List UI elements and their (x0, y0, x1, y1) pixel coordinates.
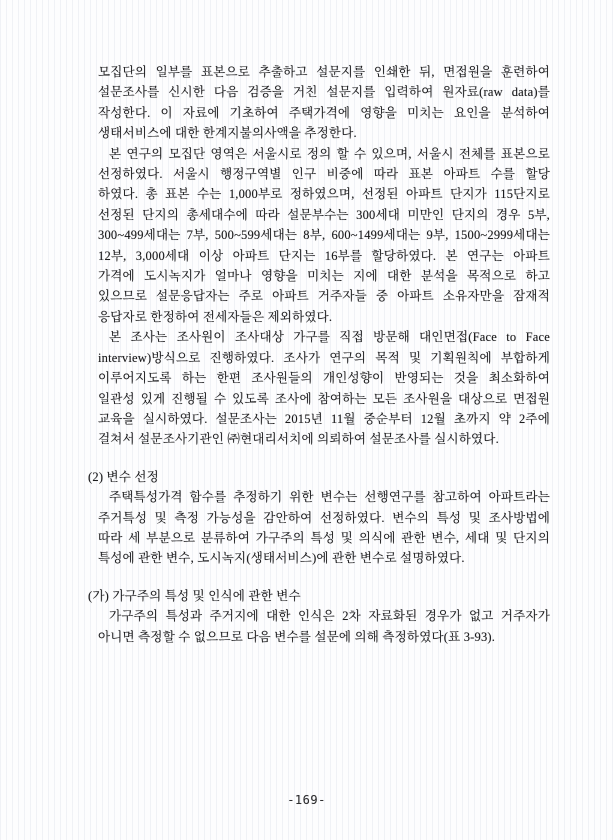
text-line: 아니면 측정할 수 없으므로 다음 변수를 설문에 의해 측정하였다(표 3-93). (98, 629, 496, 644)
paragraph (88, 144, 550, 328)
paragraph (88, 327, 550, 449)
text-line: 걸쳐서 설문조사기관인 ㈜현대리서치에 의뢰하여 설문조사를 실시하였다. (98, 432, 499, 447)
text-line: 응답자로 한정하여 전세자들은 제외하였다. (98, 309, 333, 324)
text-line: 가격에 도시녹지가 얼마나 영향을 미치는 지에 대한 분석을 목적으로 하고 (98, 269, 550, 284)
text-line: 선정하였다. 서울시 행정구역별 인구 비중에 따라 표본 아파트 수를 할당 (98, 167, 550, 182)
text-line: 생태서비스에 대한 한계지불의사액을 추정한다. (98, 126, 357, 141)
page-number: -169- (287, 793, 326, 807)
paragraph (88, 487, 550, 569)
text-line: 가구주의 특성과 주거지에 대한 인식은 2차 자료화된 경우가 없고 거주자가 (109, 609, 550, 624)
text-line: 선정된 단지의 총세대수에 따라 설문부수는 300세대 미만인 단지의 경우 5부, (98, 207, 550, 222)
text-line: interview)방식으로 진행하였다. 조사가 연구의 목적 및 기획원칙에 부합하게 (98, 350, 550, 365)
text-line: 이루어지도록 하는 한편 조사원들의 개인성향이 반영되는 것을 최소화하여 (98, 371, 550, 386)
text-line: 300~499세대는 7부, 500~599세대는 8부, 600~1499세대는 9부, 1500~2999세대는 (98, 228, 550, 243)
section-heading: (2) 변수 선정 (88, 469, 159, 484)
text-line: 작성한다. 이 자료에 기초하여 주택가격에 영향을 미치는 요인을 분석하여 (98, 105, 550, 120)
text-line: 본 조사는 조사원이 조사대상 가구를 직접 방문해 대인면접(Face to Face (109, 330, 550, 345)
text-line: 교육을 실시하였다. 설문조사는 2015년 11월 중순부터 12월 초까지 약 2주에 (98, 411, 550, 426)
text-line: 본 연구의 모집단 영역은 서울시로 정의 할 수 있으며, 서울시 전체를 표본으로 (109, 146, 550, 161)
document-body (88, 62, 550, 647)
text-line: 하였다. 총 표본 수는 1,000부로 정하였으며, 선정된 아파트 단지가 115단지로 (98, 187, 550, 202)
text-line: 모집단의 일부를 표본으로 추출하고 설문지를 인쇄한 뒤, 면접원을 훈련하여 (98, 65, 550, 79)
page-footer (0, 791, 613, 809)
paragraph (88, 62, 550, 144)
text-line: 12부, 3,000세대 이상 아파트 단지는 16부를 할당하였다. 본 연구는 아파트 (98, 248, 550, 263)
text-line: 있으므로 설문응답자는 주로 아파트 거주자들 중 아파트 소유자만을 잠재적 (98, 289, 550, 304)
section-heading: (가) 가구주의 특성 및 인식에 관한 변수 (88, 588, 301, 603)
paragraph (88, 606, 550, 647)
text-line: 특성에 관한 변수, 도시녹지(생태서비스)에 관한 변수로 설명하였다. (98, 551, 465, 566)
text-line: 주거특성 및 측정 가능성을 감안하여 선정하였다. 변수의 특성 및 조사방법에 (98, 510, 550, 525)
text-line: 설문조사를 신시한 다음 검증을 거친 설문지를 입력하여 원자료(raw data)를 (98, 85, 550, 100)
text-line: 주택특성가격 함수를 추정하기 위한 변수는 선행연구를 참고하여 아파트라는 (109, 490, 550, 505)
text-line: 일관성 있게 진행될 수 있도록 조사에 참여하는 모든 조사원을 대상으로 면접원 (98, 391, 550, 406)
text-line: 따라 세 부분으로 분류하여 가구주의 특성 및 의식에 관한 변수, 세대 및 단지의 (98, 530, 550, 545)
